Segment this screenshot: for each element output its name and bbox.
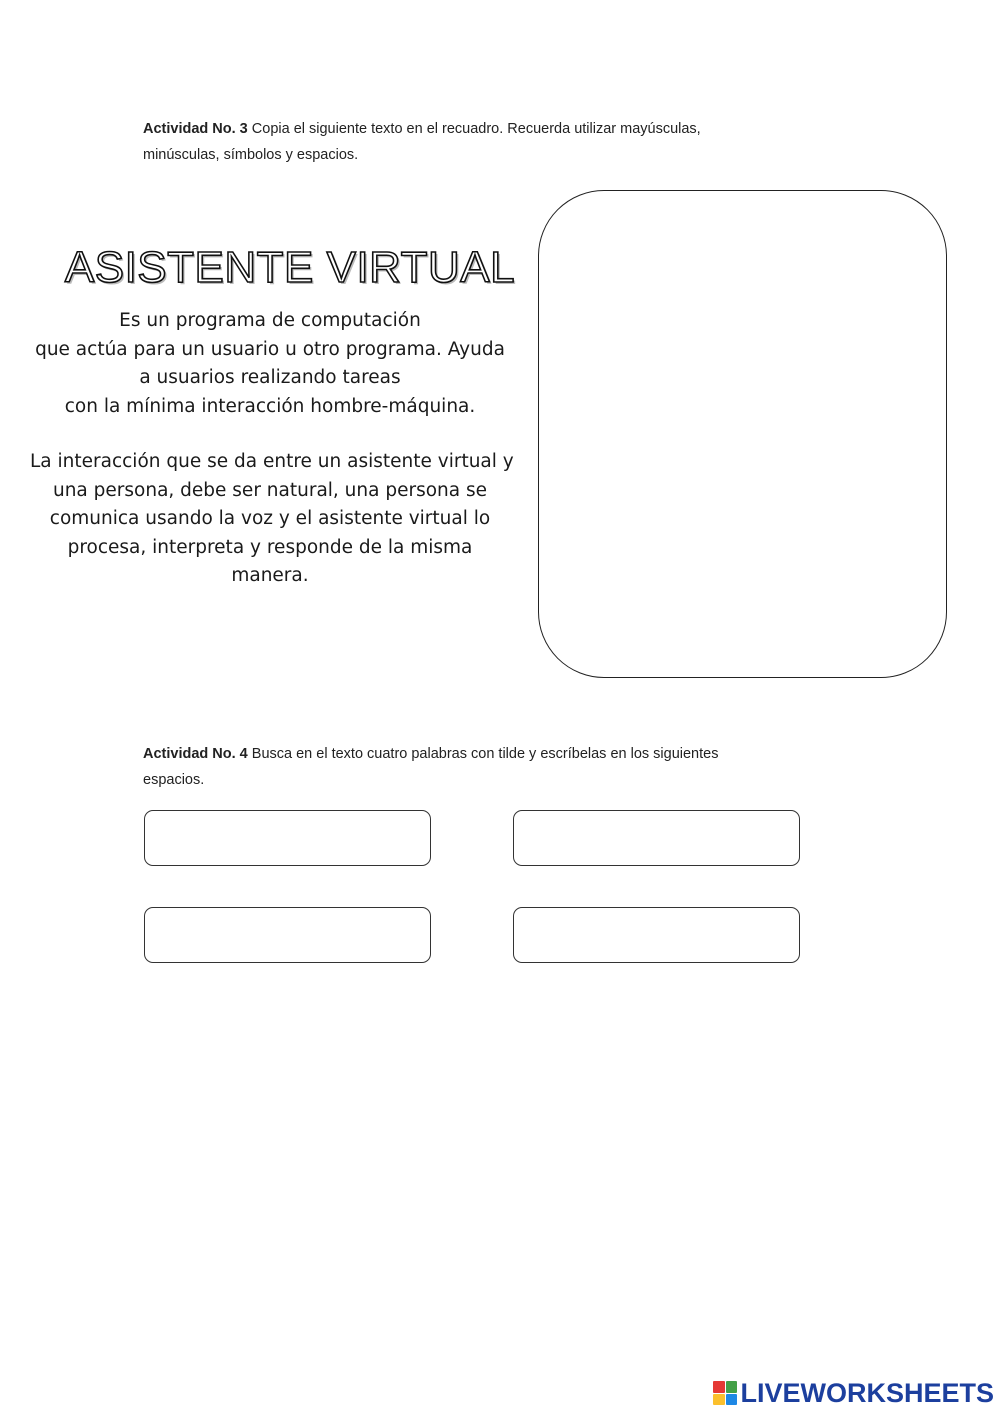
logo-square <box>713 1381 725 1393</box>
copy-text-answer-box[interactable] <box>538 190 947 678</box>
liveworksheets-icon <box>713 1381 737 1405</box>
passage-title: ASISTENTE VIRTUAL <box>64 243 516 292</box>
logo-square <box>726 1381 738 1393</box>
passage-line: a usuarios realizando tareas <box>139 367 401 388</box>
activity-4-label: Actividad No. 4 <box>143 746 248 762</box>
activity-4-text-line2: espacios. <box>143 772 205 788</box>
activity-4-text: Busca en el texto cuatro palabras con tilde y escríbelas en los siguientes <box>247 746 719 762</box>
passage-line: comunica usando la voz y el asistente virtual lo <box>49 508 491 529</box>
passage-line: La interacción que se da entre un asistente virtual y <box>30 451 514 472</box>
activity-3-instructions <box>143 116 843 168</box>
passage-line: que actúa para un usuario u otro programa. Ayuda <box>35 338 505 360</box>
passage-line: una persona, debe ser natural, una persona se <box>52 479 488 501</box>
liveworksheets-wordmark: LIVEWORKSHEETS <box>740 1377 994 1408</box>
logo-square <box>726 1394 738 1406</box>
passage-line: Es un programa de computación <box>119 310 421 331</box>
accent-word-answer-box-3[interactable] <box>144 907 431 963</box>
accent-word-answer-box-4[interactable] <box>513 907 800 963</box>
passage-paragraph-1 <box>30 307 510 421</box>
activity-3-text: Copia el siguiente texto en el recuadro. Recuerda utilizar mayúsculas, <box>247 121 701 137</box>
logo-square <box>713 1394 725 1406</box>
activity-3-label: Actividad No. 3 <box>143 121 248 137</box>
passage-paragraph-2 <box>30 448 514 591</box>
passage-line: con la mínima interacción hombre-máquina. <box>64 395 476 417</box>
liveworksheets-logo <box>713 1376 994 1410</box>
activity-4-instructions <box>143 741 843 793</box>
passage-line: manera. <box>231 565 309 586</box>
activity-3-text-line2: minúsculas, símbolos y espacios. <box>143 147 359 163</box>
passage-line: procesa, interpreta y responde de la misma <box>67 536 473 558</box>
accent-word-answer-box-1[interactable] <box>144 810 431 866</box>
accent-word-answer-box-2[interactable] <box>513 810 800 866</box>
